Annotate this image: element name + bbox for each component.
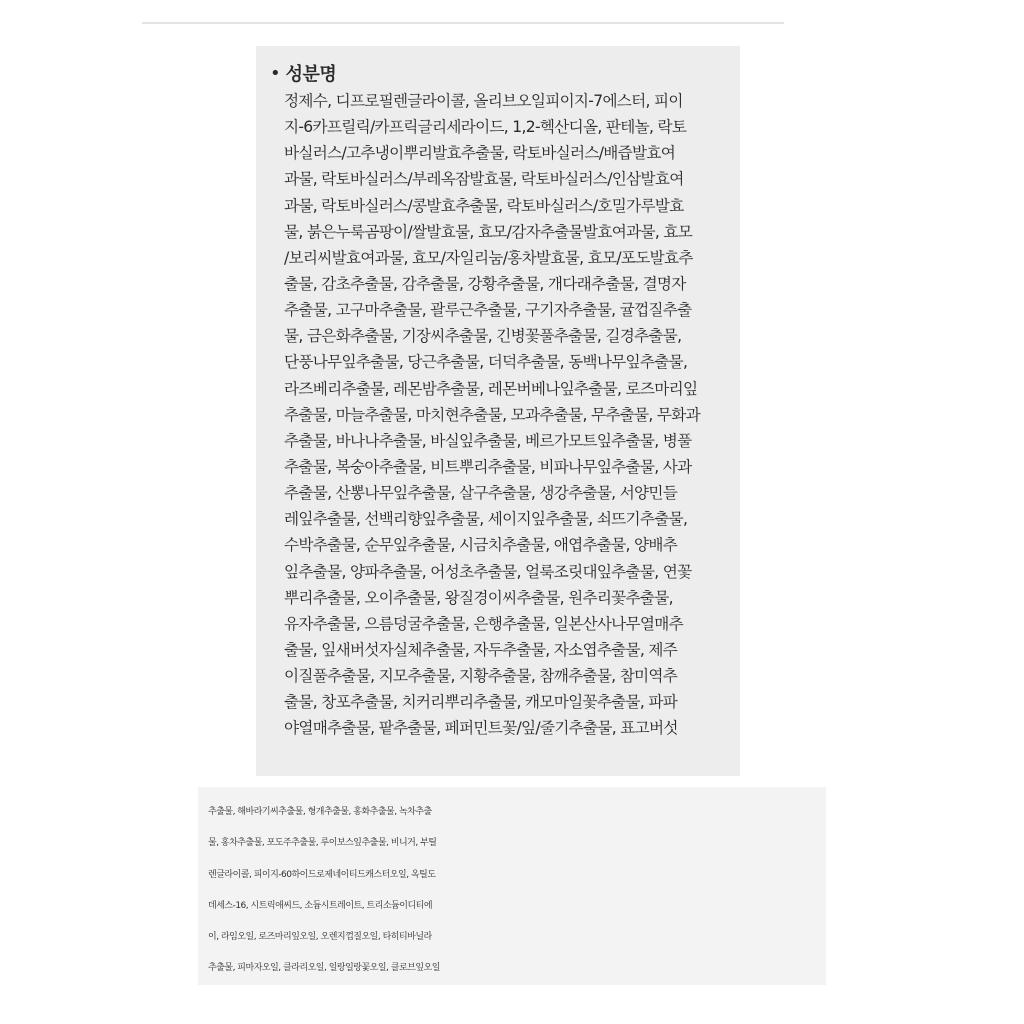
ingredient-text-line: 과물, 락토바실러스/부레옥잠발효물, 락토바실러스/인삼발효여	[284, 170, 684, 189]
ingredient-text-line: 물, 붉은누룩곰팡이/쌀발효물, 효모/감자추출물발효여과물, 효모	[284, 222, 693, 241]
ingredient-text-line: /보리씨발효여과물, 효모/자일리눔/홍차발효물, 효모/포도발효추	[284, 248, 693, 267]
ingredient-text-line: 지-6카프릴릭/카프릭글리세라이드, 1,2-헥산디올, 판테놀, 락토	[284, 118, 687, 137]
ingredient-text-line: 추출물, 바나나추출물, 바실잎추출물, 베르가모트잎추출물, 병풀	[284, 431, 692, 450]
ingredient-text-line: 레잎추출물, 선백리향잎추출물, 세이지잎추출물, 쇠뜨기추출물,	[284, 510, 688, 529]
ingredient-scan-lower	[198, 787, 826, 985]
ingredient-heading	[270, 60, 724, 86]
ingredient-text-line: 물, 금은화추출물, 기장씨추출물, 긴병꽃풀추출물, 길경추출물,	[284, 327, 682, 346]
ingredient-text-line: 출물, 감초추출물, 감추출물, 강황추출물, 개다래추출물, 결명자	[284, 274, 686, 293]
ingredient-text-line: 추출물, 산뽕나무잎추출물, 살구추출물, 생강추출물, 서양민들	[284, 484, 678, 503]
ingredient-text-line: 바실러스/고추냉이뿌리발효추출물, 락토바실러스/배즙발효여	[284, 144, 676, 163]
ingredient-text-line: 출물, 창포추출물, 치커리뿌리추출물, 캐모마일꽃추출물, 파파	[284, 693, 678, 712]
ingredient-text-line: 물, 홍차추출물, 포도주추출물, 루이보스잎추출물, 비니거, 부틸	[208, 838, 437, 849]
ingredient-text-line: 야열매추출물, 팥추출물, 페퍼민트꽃/잎/줄기추출물, 표고버섯	[284, 719, 678, 738]
ingredient-text-line: 추출물, 해바라기씨추출물, 형개추출물, 홍화추출물, 녹차추출	[208, 807, 432, 817]
top-divider	[142, 22, 784, 24]
ingredient-text-line: 과물, 락토바실러스/콩발효추출물, 락토바실러스/호밀가루발효	[284, 196, 684, 215]
ingredient-text-line: 출물, 잎새버섯자실체추출물, 자두추출물, 자소엽추출물, 제주	[284, 640, 678, 659]
ingredient-text-line: 추출물, 복숭아추출물, 비트뿌리추출물, 비파나무잎추출물, 사과	[284, 457, 692, 476]
ingredient-text-line: 단풍나무잎추출물, 당근추출물, 더덕추출물, 동백나무잎추출물,	[284, 353, 688, 372]
ingredient-text-line: 추출물, 피마자오일, 클라리오일, 일랑일랑꽃오일, 클로브잎오일	[208, 963, 440, 974]
ingredient-scan-upper	[256, 46, 740, 776]
ingredient-text-line: 데세스-16, 시트릭애씨드, 소듐시트레이트, 트리소듐이디티에	[208, 900, 433, 911]
ingredient-text-line: 이, 라임오일, 로즈마리잎오일, 오렌지껍질오일, 타히티바닐라	[208, 932, 432, 943]
ingredient-text-line: 추출물, 고구마추출물, 괄루근추출물, 구기자추출물, 귤껍질추출	[284, 301, 692, 320]
ingredient-heading-label: 성분명	[285, 64, 337, 85]
ingredient-list-lower	[208, 797, 826, 985]
ingredient-text-line: 정제수, 디프로필렌글라이콜, 올리브오일피이지-7에스터, 피이	[284, 92, 683, 110]
ingredient-text-line: 라즈베리추출물, 레몬밤추출물, 레몬버베나잎추출물, 로즈마리잎	[284, 379, 698, 398]
ingredient-text-line: 잎추출물, 양파추출물, 어성초추출물, 얼룩조릿대잎추출물, 연꽃	[284, 562, 692, 581]
ingredient-text-line: 뿌리추출물, 오이추출물, 왕질경이씨추출물, 원추리꽃추출물,	[284, 588, 673, 607]
ingredient-text-line: 유자추출물, 으름덩굴추출물, 은행추출물, 일본산사나무열매추	[284, 614, 683, 633]
ingredient-text-line: 추출물, 마늘추출물, 마치현추출물, 모과추출물, 무추출물, 무화과	[284, 405, 701, 424]
ingredient-text-line: 렌글라이콜, 피이지-60하이드로제네이티드캐스터오일, 옥틸도	[208, 869, 436, 880]
ingredient-text-line: 수박추출물, 순무잎추출물, 시금치추출물, 애엽추출물, 양배추	[284, 536, 678, 555]
ingredient-list-upper	[270, 88, 724, 742]
bullet-icon: •	[270, 62, 281, 84]
ingredient-text-line: 이질풀추출물, 지모추출물, 지황추출물, 참깨추출물, 참미역추	[284, 667, 678, 686]
